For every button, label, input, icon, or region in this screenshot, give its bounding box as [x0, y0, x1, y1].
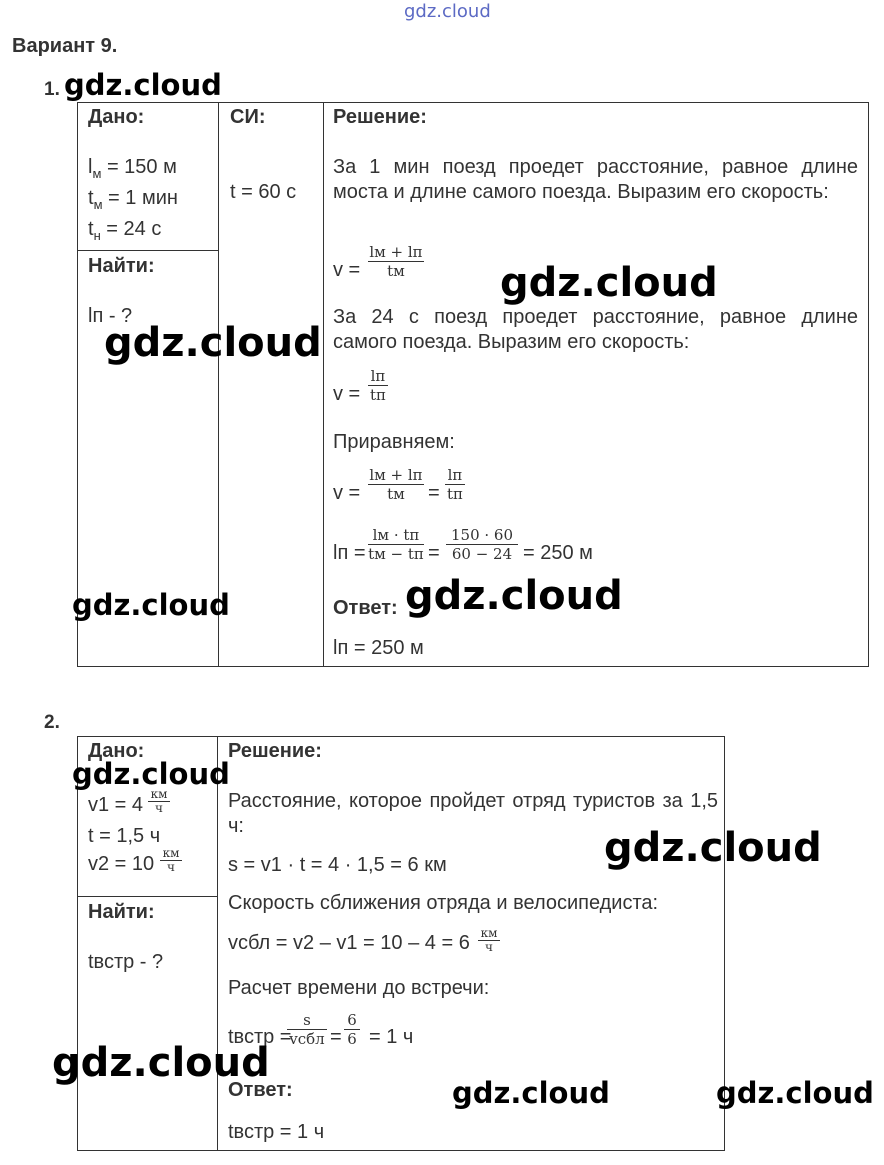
task1-answer-value: lп = 250 м [333, 637, 424, 659]
task1-fraction-3a: lм + lп tм [369, 466, 423, 503]
watermark-text: gdz.cloud [604, 825, 822, 871]
task2-vsbl-unit: км ч [478, 927, 500, 954]
watermark-text: gdz.cloud [716, 1076, 874, 1110]
watermark-text: gdz.cloud [452, 1076, 610, 1110]
watermark-text: gdz.cloud [52, 1040, 270, 1086]
task2-t-label: tвстр = [228, 1026, 292, 1048]
task2-t-result: = 1 ч [369, 1026, 414, 1048]
task2-find-text: tвстр - ? [88, 951, 164, 973]
task2-paragraph-2: Скорость сближения отряда и велосипедиста: [228, 892, 659, 914]
task2-answer-value: tвстр = 1 ч [228, 1121, 325, 1143]
task2-v2-unit: км ч [160, 847, 182, 874]
task2-vsbl-line: vсбл = v2 – v1 = 10 – 4 = 6 [228, 932, 470, 954]
task1-given-list [88, 155, 178, 248]
watermark-text: gdz.cloud [64, 68, 222, 102]
task1-find-text: lп - ? [88, 305, 133, 327]
task2-fraction-1: s vсбл [287, 1011, 327, 1048]
watermark-text: gdz.cloud [500, 260, 718, 306]
task1-v-label-3: v = [333, 482, 361, 504]
task1-si-value: t = 60 с [230, 181, 297, 203]
task1-equals-1: = [428, 482, 440, 504]
watermark-text: gdz.cloud [72, 757, 230, 791]
task1-fraction-3b: lп tп [446, 466, 464, 503]
watermark-text: gdz.cloud [72, 588, 230, 622]
task1-result: = 250 м [523, 542, 593, 564]
task1-answer-header: Ответ: [333, 597, 398, 619]
task2-v1-unit: км ч [148, 788, 170, 815]
task1-number: 1. [44, 79, 60, 100]
task1-paragraph-2: За 24 с поезд проедет расстояние, равное длине самого поезда. Выразим его скорость: [333, 306, 858, 353]
given-length-bridge: $l_м = 150$ м [88, 156, 177, 181]
task1-fraction-1: lм + lп tм [369, 243, 423, 280]
task2-equals: = [330, 1026, 342, 1048]
task1-fraction-2: lп tп [369, 367, 387, 404]
task1-fraction-4b: 150 · 60 60 − 24 [446, 526, 518, 563]
task1-paragraph-1: За 1 мин поезд проедет расстояние, равное длине моста и длине самого поезда. Выразим его скорость: [333, 156, 858, 203]
task2-v2-label: v2 = 10 [88, 853, 155, 875]
task2-answer-header: Ответ: [228, 1079, 293, 1101]
task2-number: 2. [44, 712, 60, 733]
given-time-train: $t_н = 24$ с [88, 218, 162, 243]
task2-s-line: s = v1 · t = 4 · 1,5 = 6 км [228, 854, 447, 876]
watermark-text: gdz.cloud [405, 573, 623, 619]
task2-paragraph-1: Расстояние, которое пройдет отряд туристов за 1,5 ч: [228, 790, 718, 837]
task2-paragraph-3: Расчет времени до встречи: [228, 977, 490, 999]
watermark-text: gdz.cloud [104, 320, 322, 366]
task2-given-header: Дано: [88, 740, 145, 762]
top-watermark: gdz.cloud [404, 1, 491, 22]
variant-title: Вариант 9. [12, 35, 118, 57]
task1-paragraph-3: Приравняем: [333, 431, 455, 453]
task1-lp-label: lп = [333, 542, 366, 564]
task2-v1-label: v1 = 4 [88, 794, 144, 816]
task1-fraction-4a: lм · tп tм − tп [368, 526, 424, 563]
task1-v-label-2: v = [333, 383, 361, 405]
task1-find-header: Найти: [88, 255, 155, 277]
task1-solution-header: Решение: [333, 106, 427, 128]
task2-find-header: Найти: [88, 901, 155, 923]
task1-si-header: СИ: [230, 106, 266, 128]
task2-t-line: t = 1,5 ч [88, 825, 161, 847]
task1-given-header: Дано: [88, 106, 145, 128]
task2-fraction-2: 6 6 [344, 1011, 360, 1048]
given-time-bridge: $t_м = 1$ мин [88, 187, 178, 212]
task1-v-label-1: v = [333, 259, 361, 281]
task1-equals-2: = [428, 542, 440, 564]
task2-solution-header: Решение: [228, 740, 322, 762]
